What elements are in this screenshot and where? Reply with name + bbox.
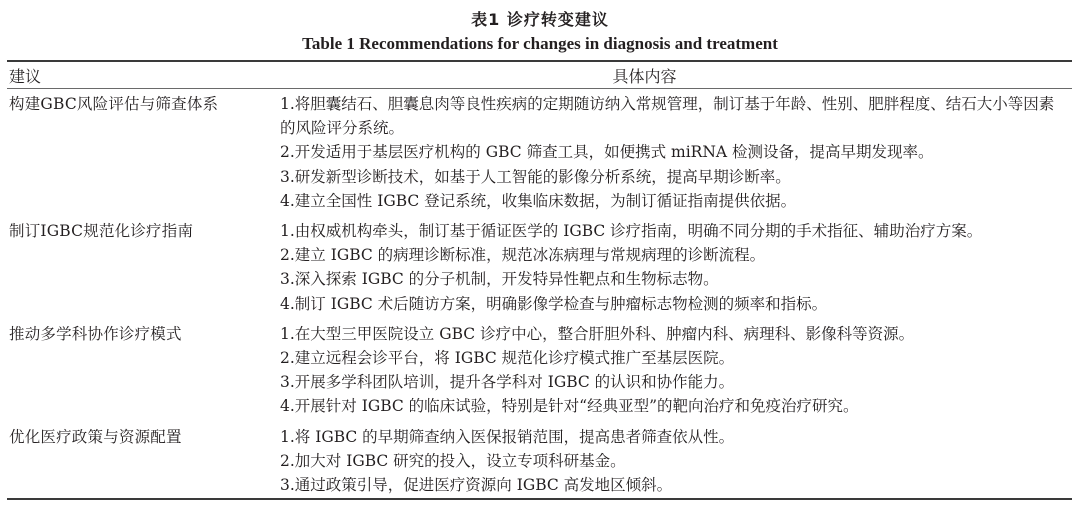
recommendation-cell: 构建GBC风险评估与筛查体系	[9, 95, 219, 113]
detail-item: 4.开展针对 IGBC 的临床试验，特别是针对“经典亚型”的靶向治疗和免疫治疗研究。	[280, 397, 859, 416]
detail-item: 2.建立远程会诊平台，将 IGBC 规范化诊疗模式推广至基层医院。	[280, 349, 735, 368]
detail-item: 4.制订 IGBC 术后随访方案，明确影像学检查与肿瘤标志物检测的频率和指标。	[280, 294, 828, 313]
detail-item: 4.建立全国性 IGBC 登记系统，收集临床数据，为制订循证指南提供依据。	[280, 191, 797, 210]
table-caption-english: Table 1 Recommendations for changes in diagnosis and treatment	[302, 34, 778, 53]
detail-item: 2.开发适用于基层医疗机构的 GBC 筛查工具，如便携式 miRNA 检测设备，提高早期发现率。	[280, 143, 934, 162]
table-header-row	[7, 62, 1072, 89]
recommendation-cell: 推动多学科协作诊疗模式	[9, 324, 182, 343]
recommendation-cell: 优化医疗政策与资源配置	[9, 427, 182, 446]
detail-item: 1.将胆囊结石、胆囊息肉等良性疾病的定期随访纳入常规管理，制订基于年龄、性别、肥胖程度、结石大小等因素的风险评分系统。	[280, 95, 1055, 138]
details-cell	[280, 322, 1072, 419]
details-cell	[280, 92, 1072, 213]
detail-item: 2.加大对 IGBC 研究的投入，设立专项科研基金。	[280, 451, 626, 470]
table-row	[7, 213, 1072, 316]
details-cell	[280, 219, 1072, 316]
detail-item: 1.在大型三甲医院设立 GBC 诊疗中心，整合肝胆外科、肿瘤内科、病理科、影像科等资源。	[280, 324, 915, 343]
table-row	[7, 89, 1072, 213]
recommendations-table	[7, 60, 1072, 500]
detail-item: 3.深入探索 IGBC 的分子机制，开发特异性靶点和生物标志物。	[280, 270, 719, 289]
detail-item: 3.开展多学科团队培训，提升各学科对 IGBC 的认识和协作能力。	[280, 373, 735, 392]
table-row	[7, 419, 1072, 499]
details-cell	[280, 425, 1072, 498]
recommendation-cell: 制订IGBC规范化诊疗指南	[9, 222, 194, 241]
detail-item: 3.通过政策引导，促进医疗资源向 IGBC 高发地区倾斜。	[280, 476, 673, 495]
table-caption-chinese: 表1 诊疗转变建议	[471, 10, 609, 29]
detail-item: 3.研发新型诊断技术，如基于人工智能的影像分析系统，提高早期诊断率。	[280, 167, 791, 186]
header-details: 具体内容	[612, 66, 677, 86]
detail-item: 1.由权威机构牵头，制订基于循证医学的 IGBC 诊疗指南，明确不同分期的手术指征、辅助治疗方案。	[280, 222, 983, 241]
table-row	[7, 316, 1072, 419]
detail-item: 2.建立 IGBC 的病理诊断标准，规范冰冻病理与常规病理的诊断流程。	[280, 246, 766, 265]
detail-item: 1.将 IGBC 的早期筛查纳入医保报销范围，提高患者筛查依从性。	[280, 427, 735, 446]
header-recommendation: 建议	[9, 66, 42, 86]
